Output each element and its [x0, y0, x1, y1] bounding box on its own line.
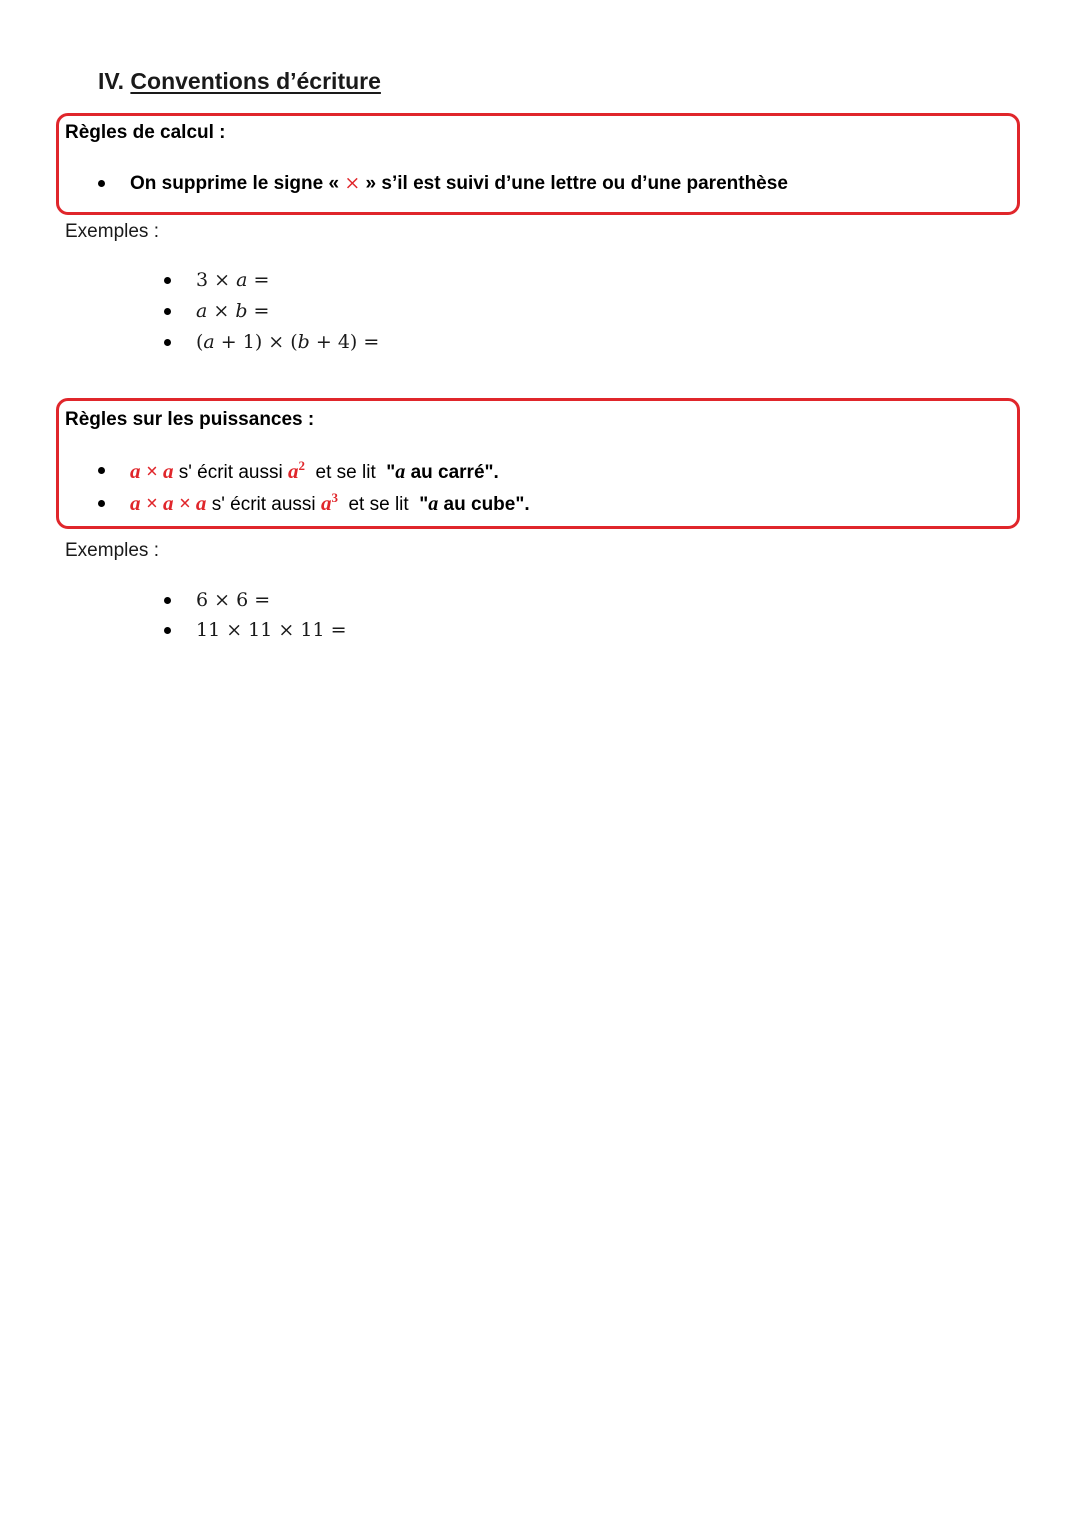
rule-text-after: » s’il est suivi d’une lettre ou d’une parenthèse	[365, 173, 788, 194]
power-example-1: 6 × 6 =	[196, 589, 271, 611]
bullet-icon	[164, 597, 171, 604]
section-heading	[98, 68, 381, 95]
calcul-example-2: a × b =	[196, 300, 270, 322]
calcul-rule	[130, 172, 788, 195]
bullet-icon	[164, 277, 171, 284]
bullet-icon	[164, 339, 171, 346]
power-rule-square: a × a s' écrit aussi $a^2$ et se lit "a au carré".	[130, 458, 499, 483]
examples-label: Exemples :	[65, 540, 159, 561]
calcul-example-1: 3 × a =	[196, 269, 270, 291]
bullet-icon	[164, 308, 171, 315]
section-number: IV.	[98, 68, 125, 94]
bullet-icon	[98, 180, 105, 187]
calcul-example-3: (a + 1) × (b + 4) =	[196, 331, 380, 353]
rule-text-before: On supprime le signe «	[130, 173, 340, 194]
bullet-icon	[98, 467, 105, 474]
cube-expression: a × a × a	[130, 491, 207, 515]
examples-label: Exemples :	[65, 221, 159, 242]
multiply-sign: ×	[344, 172, 361, 194]
power-example-2: 11 × 11 × 11 =	[196, 619, 347, 641]
square-expression: a × a	[130, 459, 174, 483]
bullet-icon	[164, 627, 171, 634]
calcul-box-title: Règles de calcul :	[65, 122, 226, 143]
section-title: Conventions d’écriture	[130, 68, 381, 94]
bullet-icon	[98, 500, 105, 507]
power-box-title: Règles sur les puissances :	[65, 409, 315, 430]
power-rule-cube: a × a × a s' écrit aussi $a^3$ et se lit "a au cube".	[130, 490, 530, 515]
